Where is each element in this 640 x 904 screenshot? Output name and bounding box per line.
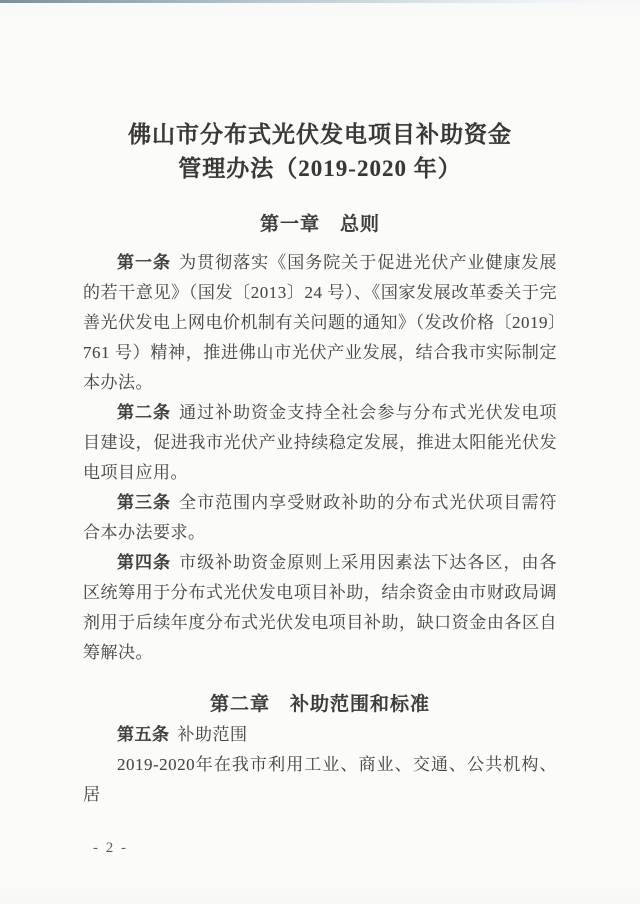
article-2-label: 第二条 <box>117 403 172 422</box>
chapter-1-heading: 第一章 总则 <box>259 214 380 235</box>
article-5-paragraph <box>83 720 557 750</box>
article-5-text: 补助范围 <box>177 725 248 744</box>
article-5-label: 第五条 <box>117 725 170 744</box>
article-4-paragraph <box>83 548 557 668</box>
article-4-label: 第四条 <box>117 553 172 572</box>
article-3-paragraph <box>83 488 557 548</box>
document-title-line-1: 佛山市分布式光伏发电项目补助资金 <box>128 122 512 147</box>
article-3-text: 全市范围内享受财政补助的分布式光伏项目需符合本办法要求。 <box>83 493 558 542</box>
article-2-text: 通过补助资金支持全社会参与分布式光伏发电项目建设，促进我市光伏产业持续稳定发展，推进太阳能光伏发电项目应用。 <box>83 403 558 482</box>
scan-top-edge-artifact <box>0 0 640 3</box>
article-5-continuation-paragraph <box>83 750 557 810</box>
article-1-text: 为贯彻落实《国务院关于促进光伏产业健康发展的若干意见》（国发〔2013〕24 号）、《国家发展改革委关于完善光伏发电上网电价机制有关问题的通知》（发改价格〔2019〕761 号）精神，推进佛山市光伏产业发展，结合我市实际制定本办法。 <box>83 253 558 392</box>
article-4-text: 市级补助资金原则上采用因素法下达各区，由各区统筹用于分布式光伏发电项目补助，结余资金由市财政局调剂用于后续年度分布式光伏发电项目补助，缺口资金由各区自筹解决。 <box>83 553 558 662</box>
document-title-line-2: 管理办法（2019-2020 年） <box>178 156 462 181</box>
article-1-label: 第一条 <box>117 253 172 272</box>
article-3-label: 第三条 <box>117 493 172 512</box>
document-title <box>83 118 557 186</box>
chapter-2-heading: 第二章 补助范围和标准 <box>209 694 430 715</box>
page-number: - 2 - <box>93 840 128 856</box>
article-1-paragraph <box>83 248 557 398</box>
article-5-continuation-text: 2019-2020年在我市利用工业、商业、交通、公共机构、居 <box>83 755 557 804</box>
article-2-paragraph <box>83 398 557 488</box>
